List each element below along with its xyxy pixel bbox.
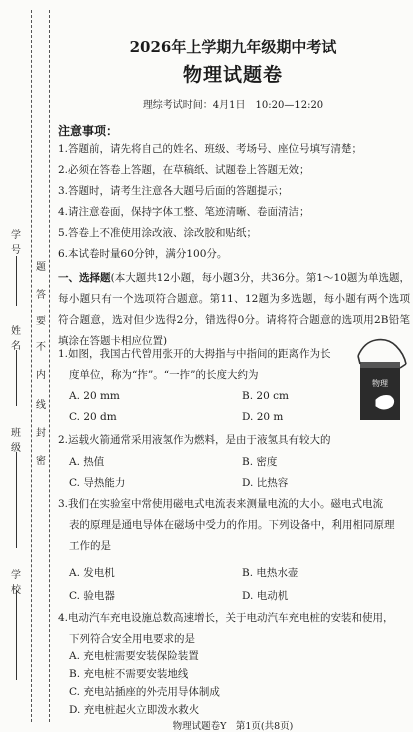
note-item: 5.答卷上不准使用涂改液、涂改胶和贴纸； (58, 227, 258, 239)
dashed-line-outer (31, 10, 32, 722)
seal-char-5: 内 (36, 370, 46, 381)
seal-char-4: 不 (36, 342, 46, 353)
book-title: 物理 (372, 379, 388, 388)
option-a[interactable]: A. 充电桩需要安装保险装置 (69, 650, 199, 662)
question-line: 2.运载火箭通常采用液氢作为燃料，是由于液氢具有较大的 (58, 434, 331, 446)
section-text: (本大题共12小题，每小题3分，共36分。第1～10题为单选题，每小题只有一个选项符合题意。第11、12题为多选题，每小题有两个选项符合题意，选对但少选得2分，错选得0分。请将符合题意的选项用2B铅笔填涂在答题卡相应位置) (58, 272, 411, 347)
option-c[interactable]: C. 20 dm (69, 411, 117, 423)
question-3 (58, 494, 395, 557)
question-line: 4.电动汽车充电设施总数高速增长，关于电动汽车充电桩的安装和使用， (58, 612, 394, 624)
exam-time: 理综考试时间：4月1日 10:20—12:20 (142, 100, 324, 111)
binding-margin (0, 0, 52, 732)
option-d[interactable]: D. 20 m (242, 411, 284, 423)
option-c[interactable]: C. 验电器 (69, 590, 115, 602)
hand-span-illustration (354, 334, 410, 430)
question-4 (58, 608, 394, 650)
seal-char-3: 要 (36, 316, 46, 327)
option-c[interactable]: C. 充电站插座的外壳用导体制成 (69, 686, 220, 698)
option-b[interactable]: B. 20 cm (242, 390, 289, 402)
note-item: 6.本试卷时量60分钟，满分100分。 (58, 248, 228, 260)
question-line: 表的原理是通电导体在磁场中受力的作用。下列设备中，利用相同原理 (69, 519, 395, 531)
notes-heading: 注意事项： (58, 124, 119, 138)
seal-char-1: 题 (36, 262, 46, 273)
question-line: 下列符合安全用电要求的是 (69, 633, 195, 645)
seal-char-7: 封 (36, 428, 46, 439)
class-label: 班级 (11, 428, 21, 454)
school-label: 学校 (11, 570, 21, 596)
option-a[interactable]: A. 20 mm (69, 390, 120, 402)
exam-subtitle: 物理试题卷 (182, 64, 283, 86)
option-c[interactable]: C. 导热能力 (69, 477, 126, 489)
hand-span-figure (354, 334, 410, 430)
question-line: 度单位，称为“拃”。“一拃”的长度大约为 (69, 369, 259, 381)
section-label: 一、选择题 (58, 272, 111, 284)
option-b[interactable]: B. 电热水壶 (242, 567, 299, 579)
name-label: 姓名 (11, 326, 21, 352)
question-line: 工作的是 (69, 540, 111, 552)
exam-title: 2026年上学期九年级期中考试 (129, 38, 337, 56)
student-number-field[interactable] (16, 256, 17, 306)
seal-char-2: 答 (36, 290, 46, 301)
seal-char-6: 线 (36, 400, 46, 411)
note-item: 4.请注意卷面，保持字体工整、笔迹清晰、卷面清洁； (58, 206, 310, 218)
name-field[interactable] (16, 350, 17, 406)
student-number-label: 学号 (11, 230, 21, 256)
option-a[interactable]: A. 热值 (69, 456, 105, 468)
note-item: 3.答题时，请考生注意各大题号后面的答题提示； (58, 185, 289, 197)
exam-page (58, 0, 411, 732)
question-line: 1.如图，我国古代曾用张开的大拇指与中指间的距离作为长 (58, 348, 331, 360)
note-item: 2.必须在答卷上答题，在草稿纸、试题卷上答题无效； (58, 164, 310, 176)
seal-char-8: 密 (36, 456, 46, 467)
question-line: 3.我们在实验室中常使用磁电式电流表来测量电流的大小。磁电式电流 (58, 498, 384, 510)
page-footer: 物理试题卷Y 第1页(共8页) (172, 721, 294, 732)
option-d[interactable]: D. 充电桩起火立即泼水救火 (69, 704, 200, 716)
option-b[interactable]: B. 密度 (242, 456, 278, 468)
option-a[interactable]: A. 发电机 (69, 567, 115, 579)
option-d[interactable]: D. 比热容 (242, 477, 289, 489)
class-field[interactable] (16, 452, 17, 548)
option-b[interactable]: B. 充电桩不需要安装地线 (69, 668, 189, 680)
option-d[interactable]: D. 电动机 (242, 590, 289, 602)
dashed-line-inner (49, 10, 50, 722)
note-item: 1.答题前，请先将自己的姓名、班级、考场号、座位号填写清楚； (58, 143, 363, 155)
question-1 (58, 344, 331, 386)
school-field[interactable] (16, 590, 17, 680)
question-2 (58, 430, 331, 451)
